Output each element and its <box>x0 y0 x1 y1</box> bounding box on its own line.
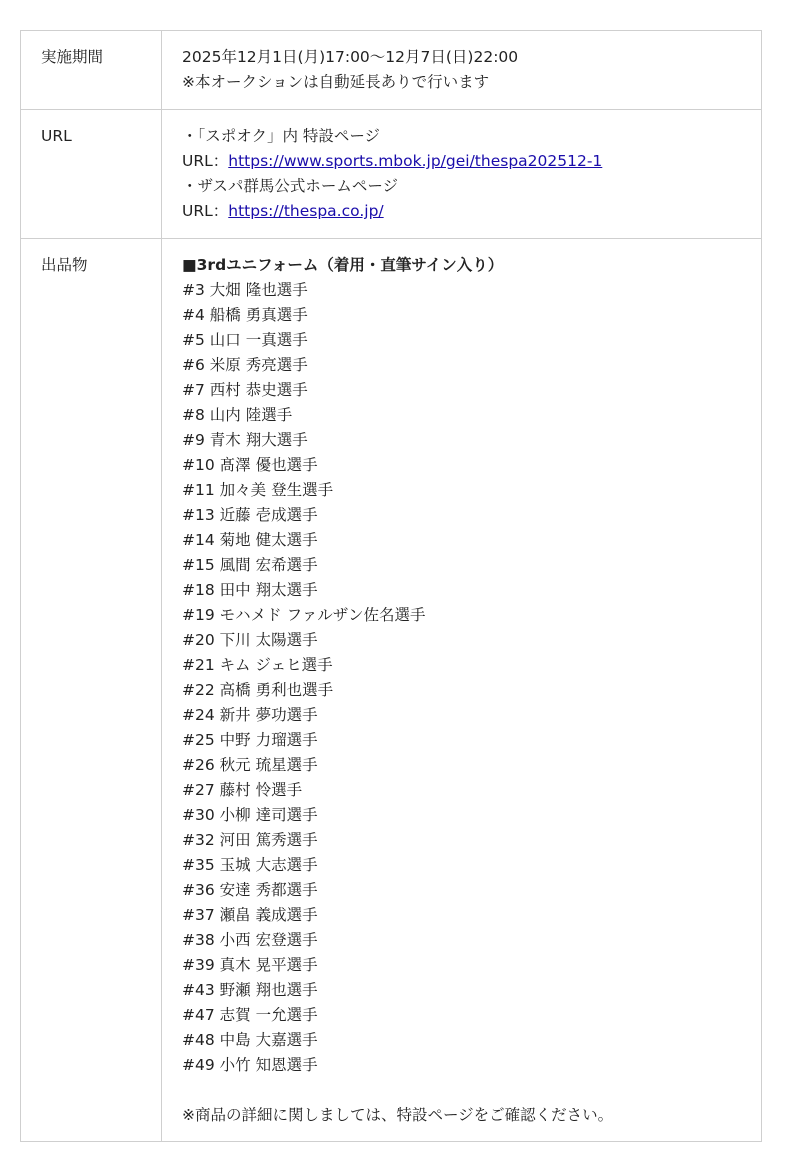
row-url <box>21 110 762 239</box>
player-item: #14 菊地 健太選手 <box>182 531 318 549</box>
player-item: #20 下川 太陽選手 <box>182 631 318 649</box>
label-cell <box>21 110 162 239</box>
player-item: #21 キム ジェヒ選手 <box>182 656 333 674</box>
info-table <box>20 30 762 1142</box>
player-item: #36 安達 秀都選手 <box>182 881 318 899</box>
player-item: #22 高橋 勇利也選手 <box>182 681 334 699</box>
spacer <box>182 1078 761 1103</box>
player-item: #47 志賀 一允選手 <box>182 1006 318 1024</box>
player-item: #18 田中 翔太選手 <box>182 581 318 599</box>
player-item: #48 中島 大嘉選手 <box>182 1031 318 1049</box>
period-label: 実施期間 <box>41 48 104 66</box>
label-cell <box>21 239 162 1142</box>
player-item: #4 船橋 勇真選手 <box>182 306 308 324</box>
player-item: #8 山内 陸選手 <box>182 406 293 424</box>
value-cell <box>162 31 762 110</box>
player-item: #24 新井 夢功選手 <box>182 706 318 724</box>
player-item: #25 中野 力瑠選手 <box>182 731 318 749</box>
value-cell <box>162 110 762 239</box>
player-item: #15 風間 宏希選手 <box>182 556 318 574</box>
items-heading: ■3rdユニフォーム（着用・直筆サイン入り） <box>182 256 504 274</box>
player-item: #19 モハメド ファルザン佐名選手 <box>182 606 426 624</box>
player-item: #3 大畑 隆也選手 <box>182 281 308 299</box>
player-item: #39 真木 晃平選手 <box>182 956 318 974</box>
items-label: 出品物 <box>41 256 88 274</box>
player-item: #37 瀬畠 義成選手 <box>182 906 318 924</box>
player-item: #49 小竹 知恩選手 <box>182 1056 318 1074</box>
player-item: #11 加々美 登生選手 <box>182 481 334 499</box>
player-item: #7 西村 恭史選手 <box>182 381 308 399</box>
row-period <box>21 31 762 110</box>
player-item: #38 小西 宏登選手 <box>182 931 318 949</box>
url-prefix: URL： <box>182 202 229 220</box>
url-label: URL <box>41 127 72 145</box>
official-site-link[interactable]: https://thespa.co.jp/ <box>228 202 384 220</box>
special-page-link[interactable]: https://www.sports.mbok.jp/gei/thespa202512-1 <box>228 152 603 170</box>
player-item: #27 藤村 怜選手 <box>182 781 303 799</box>
label-cell <box>21 31 162 110</box>
player-item: #32 河田 篤秀選手 <box>182 831 318 849</box>
official-site-heading: ・ザスパ群馬公式ホームページ <box>182 177 399 195</box>
special-page-heading: ・「スポオク」内 特設ページ <box>182 127 381 145</box>
player-item: #10 髙澤 優也選手 <box>182 456 318 474</box>
player-item: #30 小柳 達司選手 <box>182 806 318 824</box>
player-item: #26 秋元 琉星選手 <box>182 756 318 774</box>
url-prefix: URL： <box>182 152 229 170</box>
player-item: #43 野瀬 翔也選手 <box>182 981 318 999</box>
row-items <box>21 239 762 1142</box>
value-cell <box>162 239 762 1142</box>
player-list <box>182 278 761 1078</box>
items-note: ※商品の詳細に関しましては、特設ページをご確認ください。 <box>182 1106 614 1124</box>
player-item: #35 玉城 大志選手 <box>182 856 318 874</box>
period-note: ※本オークションは自動延長ありで行います <box>182 73 490 91</box>
special-page-url-line <box>182 149 761 174</box>
player-item: #13 近藤 壱成選手 <box>182 506 318 524</box>
player-item: #6 米原 秀亮選手 <box>182 356 308 374</box>
period-dates: 2025年12月1日(月)17:00〜12月7日(日)22:00 <box>182 48 519 66</box>
official-site-url-line <box>182 199 761 224</box>
player-item: #9 青木 翔大選手 <box>182 431 308 449</box>
player-item: #5 山口 一真選手 <box>182 331 308 349</box>
